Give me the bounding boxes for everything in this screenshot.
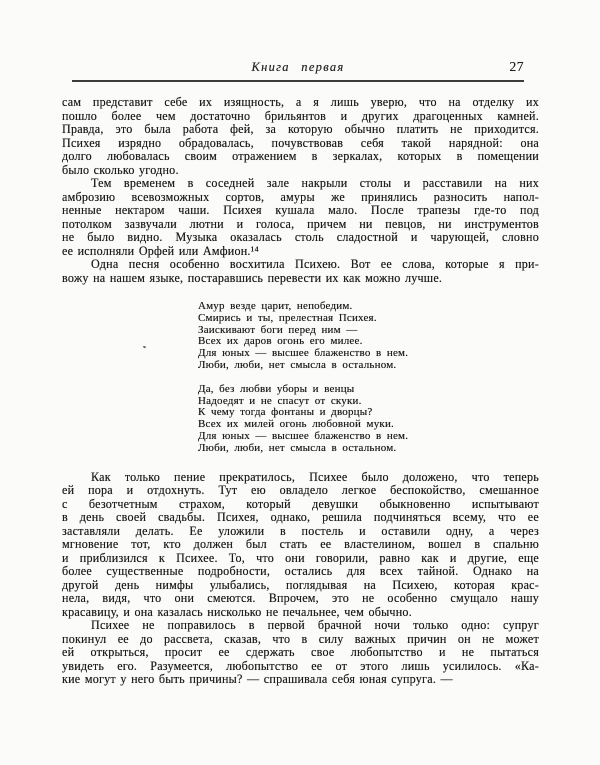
text-line: Для юных — высшее блаженство в нем. bbox=[198, 347, 409, 360]
text-line: красавицу, и она казалась нисколько не печальнее, чем обычно. bbox=[62, 604, 412, 619]
text-line: в день своей свадьбы. Психея, однако, решила подчиняться всему, что ее bbox=[62, 510, 539, 525]
text-line: Люби, люби, нет смысла в остальном. bbox=[198, 358, 397, 371]
text-line: К чему тогда фонтаны и дворцы? bbox=[198, 406, 373, 419]
text-line: заставляли делать. Ее уложили в постель и оставили одну, а через bbox=[62, 523, 539, 538]
text-line: и приблизился к Психее. То, что они говорили, равно как и другие, еще bbox=[62, 550, 539, 565]
text-line: Одна песня особенно восхитила Психею. Вот ее слова, которые я при- bbox=[91, 257, 539, 271]
text-line: Амур везде царит, непобедим. bbox=[198, 300, 353, 312]
text-line: Психея изрядно обрадовалась, почувствовав себя такой нарядной: она bbox=[62, 135, 539, 150]
text-line: Да, без любви уборы и венцы bbox=[198, 382, 355, 395]
text-line: вожу на нашем языке, постаравшись перевести их как можно лучше. bbox=[62, 270, 443, 285]
verse-stanza bbox=[198, 384, 539, 455]
text-line: Как только пение прекратилось, Психее было доложено, что теперь bbox=[91, 469, 539, 484]
paragraph bbox=[62, 96, 539, 177]
paragraph bbox=[62, 177, 539, 258]
text-line: Надоедят и не спасут от скуки. bbox=[198, 394, 362, 407]
text-line: мгновение тот, кто должен был стать ее властелином, вошел в спальню bbox=[62, 537, 539, 552]
text-line: потолком зазвучали лютни и голоса, причем ни певцов, ни инструментов bbox=[62, 216, 539, 231]
text-line: увидеть его. Разумеется, любопытство ее от этого лишь усилилось. «Ка- bbox=[62, 658, 539, 673]
text-line: Заискивают боги перед ним — bbox=[198, 323, 358, 336]
text-line: сам представит себе их изящность, а я лишь уверю, что на отделку их bbox=[62, 95, 539, 109]
header-rule bbox=[72, 80, 524, 82]
text-line: Смирись и ты, прелестная Психея. bbox=[198, 311, 377, 324]
running-head-title: Книга первая bbox=[251, 60, 345, 74]
text-line: было сколько угодно. bbox=[62, 162, 179, 177]
text-line: Тем временем в соседней зале накрыли столы и расставили на них bbox=[91, 176, 539, 190]
text-line: Психее не поправилось в первой брачной ночи только одно: супруг bbox=[91, 618, 539, 633]
text-line: с безотчетным страхом, который девушки обыкновенно испытывают bbox=[62, 496, 539, 511]
text-line: Правда, это была работа фей, за которую обычно платить не приходится. bbox=[62, 122, 539, 136]
text-line: долго любовалась своим отражением в зеркалах, которых в помещении bbox=[62, 149, 539, 163]
text-line: кие могут у него быть причины? — спрашивала себя юная супруга. — bbox=[62, 672, 453, 687]
text-line: ей открыться, просит ее сдержать свое любопытство и не пытаться bbox=[62, 645, 539, 660]
text-body bbox=[62, 96, 539, 687]
text-line: пошло более чем достаточно брильянтов и других драгоценных камней. bbox=[62, 108, 539, 123]
text-line: Всех их даров огонь его милее. bbox=[198, 335, 363, 348]
text-line: Люби, люби, нет смысла в остальном. bbox=[198, 441, 397, 454]
running-head bbox=[72, 58, 524, 78]
text-line: нела, видя, что они смеются. Впрочем, это не особенно смущало нашу bbox=[62, 591, 539, 606]
text-line: амброзию всевозможных сортов, амуры же принялись разносить напол- bbox=[62, 189, 539, 204]
text-line: другой день нимфы улыбались, поглядывая на Психею, которая крас- bbox=[62, 577, 539, 592]
verse-stanza bbox=[198, 301, 539, 372]
paragraph bbox=[62, 471, 539, 620]
text-line: покинул ее до рассвета, сказав, что в силу важных причин он не может bbox=[62, 631, 539, 646]
text-line: более существенные подробности, остались для всех тайной. Однако на bbox=[62, 564, 539, 579]
page-number: 27 bbox=[509, 59, 524, 74]
text-line: Для юных — высшее блаженство в нем. bbox=[198, 429, 409, 442]
text-line: Всех их милей огонь любовной муки. bbox=[198, 418, 394, 431]
text-line: не было видно. Музыка оказалась столь сладостной и чарующей, словно bbox=[62, 230, 539, 244]
paragraph bbox=[62, 619, 539, 687]
paragraph bbox=[62, 258, 539, 285]
text-line: ненные нектаром чаши. Психея кушала мало. После трапезы где-то под bbox=[62, 203, 539, 217]
text-line: ей пора и отдохнуть. Тут ею овладело легкое беспокойство, смешанное bbox=[62, 483, 539, 498]
text-line: ее исполняли Орфей или Амфион.¹⁴ bbox=[62, 243, 259, 258]
